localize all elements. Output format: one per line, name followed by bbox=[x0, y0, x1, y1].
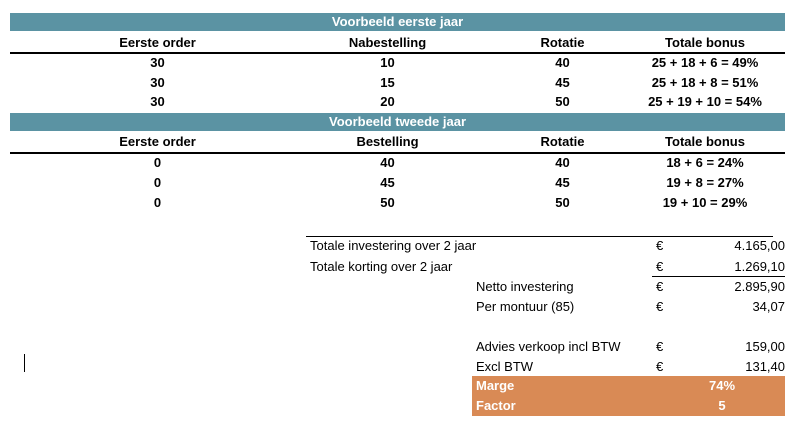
cell-first-order: 0 bbox=[153, 155, 162, 170]
header-first-order: Eerste order bbox=[119, 134, 196, 149]
cell-order: 50 bbox=[380, 195, 395, 210]
euro-symbol: € bbox=[656, 238, 664, 253]
cell-first-order: 30 bbox=[150, 75, 165, 90]
year1-title: Voorbeeld eerste jaar bbox=[331, 14, 464, 29]
cell-first-order: 0 bbox=[153, 195, 162, 210]
header-rotation: Rotatie bbox=[540, 134, 585, 149]
factor-value: 5 bbox=[718, 398, 726, 413]
total-investment-value: 4.165,00 bbox=[734, 238, 785, 253]
cell-order: 40 bbox=[380, 155, 395, 170]
cell-total-bonus: 25 + 19 + 10 = 54% bbox=[648, 94, 762, 109]
factor-label: Factor bbox=[476, 398, 516, 413]
advice-sale-label: Advies verkoop incl BTW bbox=[476, 339, 621, 354]
margin-factor-block bbox=[472, 376, 785, 416]
text-cursor bbox=[24, 354, 25, 372]
header-total-bonus: Totale bonus bbox=[665, 35, 745, 50]
cell-rotation: 50 bbox=[555, 94, 570, 109]
margin-value: 74% bbox=[708, 378, 736, 393]
excl-vat-label: Excl BTW bbox=[476, 359, 534, 374]
euro-symbol: € bbox=[656, 259, 664, 274]
cell-rotation: 50 bbox=[555, 195, 570, 210]
table-row bbox=[10, 92, 785, 112]
euro-symbol: € bbox=[656, 359, 664, 374]
cell-total-bonus: 19 + 8 = 27% bbox=[666, 175, 744, 190]
net-investment-label: Netto investering bbox=[476, 279, 574, 294]
header-first-order: Eerste order bbox=[119, 35, 196, 50]
cell-total-bonus: 25 + 18 + 6 = 49% bbox=[651, 55, 759, 70]
net-investment-value: 2.895,90 bbox=[734, 279, 785, 294]
table-row bbox=[10, 73, 785, 93]
header-reorder: Nabestelling bbox=[348, 35, 427, 50]
cell-total-bonus: 18 + 6 = 24% bbox=[666, 155, 744, 170]
per-frame-label: Per montuur (85) bbox=[476, 299, 575, 314]
year2-header-row bbox=[10, 132, 785, 152]
year1-header-row bbox=[10, 33, 785, 53]
table-row bbox=[10, 193, 785, 213]
per-frame-value: 34,07 bbox=[752, 299, 785, 314]
cell-total-bonus: 19 + 10 = 29% bbox=[662, 195, 748, 210]
excl-vat-value: 131,40 bbox=[745, 359, 785, 374]
cell-first-order: 0 bbox=[153, 175, 162, 190]
year2-title-band bbox=[10, 113, 785, 131]
cell-total-bonus: 25 + 18 + 8 = 51% bbox=[651, 75, 759, 90]
year1-title-band bbox=[10, 13, 785, 31]
header-order: Bestelling bbox=[356, 134, 419, 149]
table-row bbox=[10, 53, 785, 73]
margin-label: Marge bbox=[476, 378, 515, 393]
cell-rotation: 45 bbox=[555, 75, 570, 90]
cell-first-order: 30 bbox=[150, 55, 165, 70]
cell-rotation: 40 bbox=[555, 155, 570, 170]
euro-symbol: € bbox=[656, 279, 664, 294]
cell-rotation: 45 bbox=[555, 175, 570, 190]
cell-reorder: 20 bbox=[380, 94, 395, 109]
total-discount-value: 1.269,10 bbox=[734, 259, 785, 274]
table-row bbox=[10, 153, 785, 173]
table-row bbox=[10, 173, 785, 193]
euro-symbol: € bbox=[656, 339, 664, 354]
year2-title: Voorbeeld tweede jaar bbox=[328, 114, 467, 129]
total-investment-label: Totale investering over 2 jaar bbox=[310, 238, 477, 253]
header-total-bonus: Totale bonus bbox=[665, 134, 745, 149]
cell-first-order: 30 bbox=[150, 94, 165, 109]
euro-symbol: € bbox=[656, 299, 664, 314]
cell-reorder: 10 bbox=[380, 55, 395, 70]
total-discount-label: Totale korting over 2 jaar bbox=[310, 259, 453, 274]
advice-sale-value: 159,00 bbox=[745, 339, 785, 354]
cell-reorder: 15 bbox=[380, 75, 395, 90]
header-rotation: Rotatie bbox=[540, 35, 585, 50]
cell-rotation: 40 bbox=[555, 55, 570, 70]
cell-order: 45 bbox=[380, 175, 395, 190]
